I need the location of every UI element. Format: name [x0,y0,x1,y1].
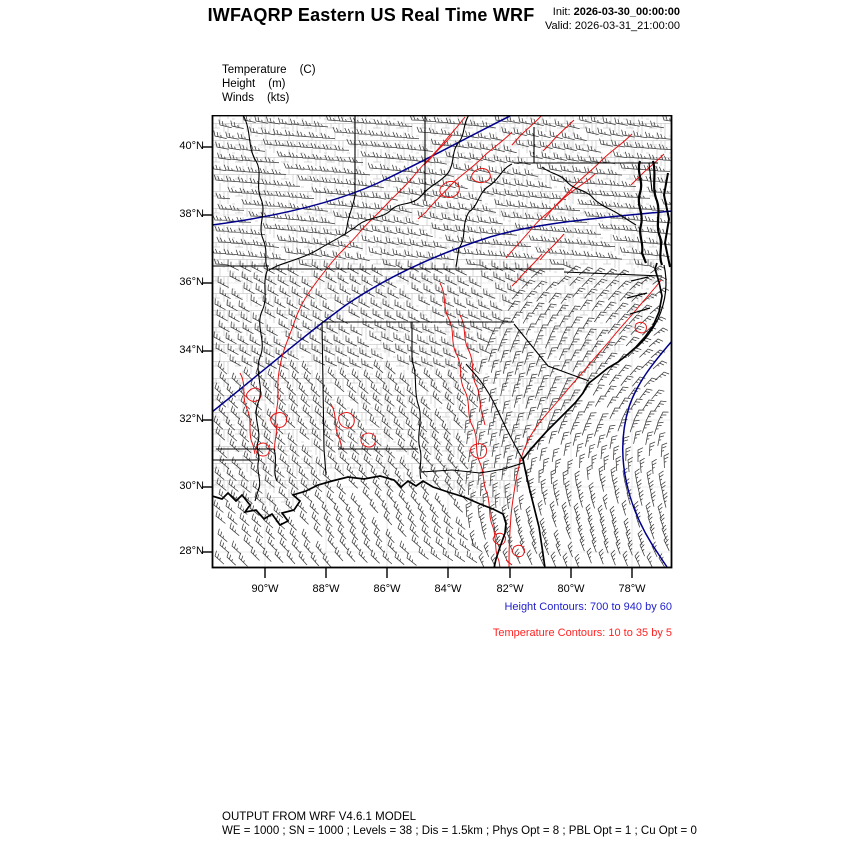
field-legend [222,63,316,105]
legend-winds: Winds (kts) [222,92,290,104]
init-value: 2026-03-30_00:00:00 [573,6,680,18]
lon-tick-label: 84°W [434,583,462,595]
height-contours-note: Height Contours: 700 to 940 by 60 [504,601,672,613]
lat-tick-label: 34°N [179,344,204,356]
page-title: IWFAQRP Eastern US Real Time WRF [207,5,535,25]
lon-tick-label: 86°W [373,583,401,595]
lat-tick-label: 38°N [179,208,204,220]
lat-tick-label: 36°N [179,276,204,288]
valid-label: Valid: [545,19,572,32]
county-lines [212,115,672,519]
init-line [545,6,680,20]
lat-tick-label: 40°N [179,140,204,152]
lon-tick-label: 90°W [251,583,279,595]
lat-tick-label: 30°N [179,480,204,492]
valid-value: 2026-03-31_21:00:00 [574,19,680,32]
lat-tick-label: 32°N [179,413,204,425]
footer-config-line: WE = 1000 ; SN = 1000 ; Levels = 38 ; Dis = 1.5km ; Phys Opt = 8 ; PBL Opt = 1 ; Cu Opt = 0 [222,825,697,837]
legend-temperature: Temperature (C) [222,64,316,76]
init-label: Init: [552,6,571,18]
lon-tick-label: 82°W [496,583,524,595]
lat-ticks [202,147,212,552]
lat-tick-label: 28°N [179,545,204,557]
temperature-contours-note: Temperature Contours: 10 to 35 by 5 [492,627,672,639]
lon-tick-label: 88°W [312,583,340,595]
footer-model-line: OUTPUT FROM WRF V4.6.1 MODEL [222,811,417,823]
lon-ticks [265,568,632,578]
lon-tick-label: 80°W [557,583,585,595]
init-valid-block [545,6,680,33]
legend-height: Height (m) [222,78,286,90]
wrf-map [198,115,673,585]
lon-tick-label: 78°W [618,583,646,595]
valid-line [545,20,680,34]
